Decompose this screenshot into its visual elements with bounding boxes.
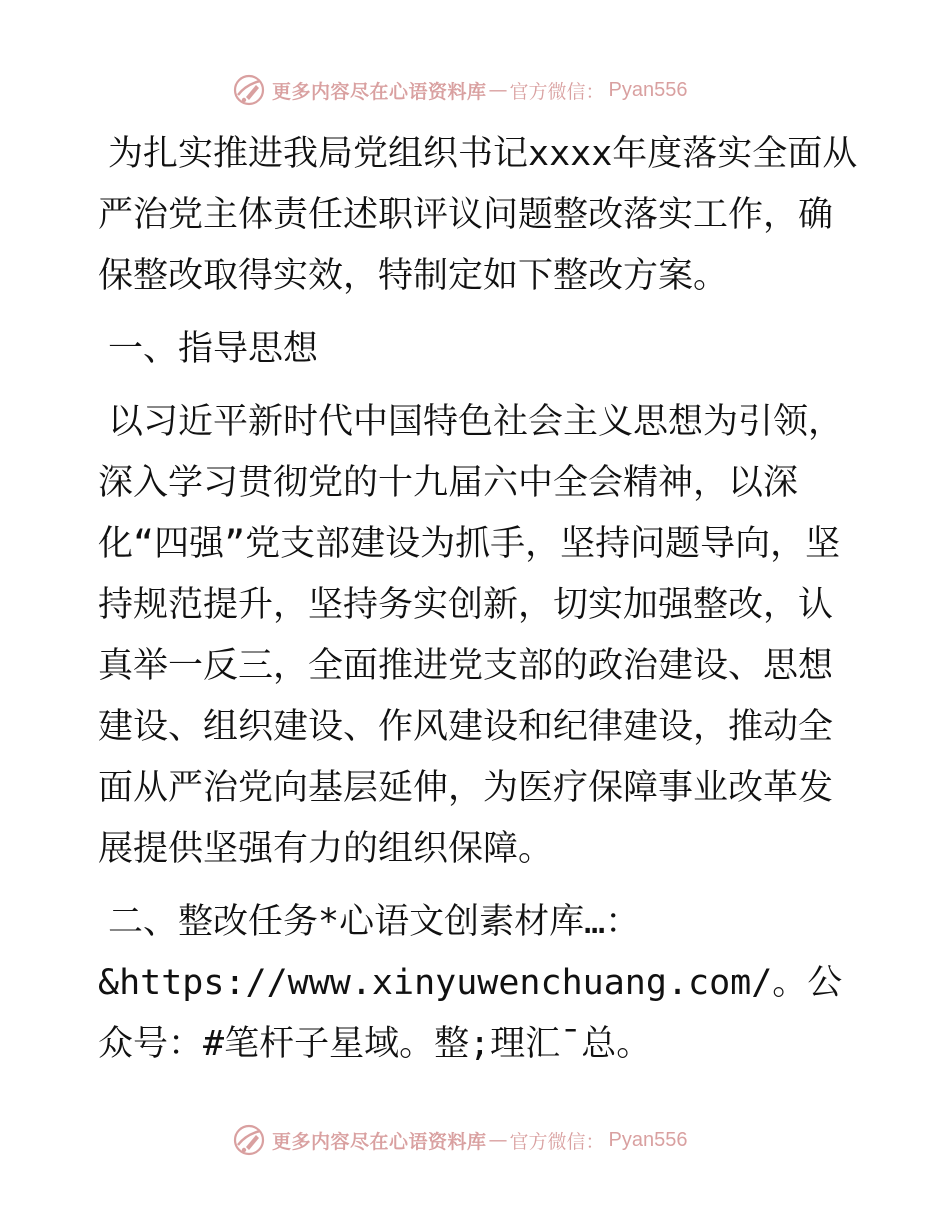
pen-logo-icon [232,1123,266,1157]
banner-dash: — [488,1129,508,1151]
pen-logo-icon [232,73,266,107]
banner-dash: — [488,79,508,101]
banner-text: 更多内容尽在心语资料库 [272,80,487,103]
section-heading-tasks: 二、整改任务*心语文创素材库…：&https://www.xinyuwenchuang.com/。公众号：#笔杆子星域。整;理汇¯总。 [98,902,843,1064]
header-watermark-banner [232,72,688,108]
guiding-thought-paragraph: 以习近平新时代中国特色社会主义思想为引领，深入学习贯彻党的十九届六中全会精神，以深化“四强”党支部建设为抓手，坚持问题导向，坚持规范提升，坚持务实创新，切实加强整改，认真举一反三，全面推进党支部的政治建设、思想建设、组织建设、作风建设和纪律建设，推动全面从严治党向基层延伸，为医疗保障事业改革发展提供坚强有力的组织保障。 [98,402,844,869]
footer-watermark-banner [232,1122,688,1158]
banner-text: 更多内容尽在心语资料库 [272,1130,487,1153]
banner-wechat-id: Pyan556 [608,78,688,101]
banner-wechat-label: 官方微信： [509,1130,605,1153]
banner-wechat-id: Pyan556 [608,1128,688,1151]
intro-paragraph: 为扎实推进我局党组织书记xxxx年度落实全面从严治党主体责任述职评议问题整改落实工作，确保整改取得实效，特制定如下整改方案。 [98,134,858,296]
banner-wechat-label: 官方微信： [509,80,605,103]
section-heading-guiding-thought: 一、指导思想 [108,329,319,369]
document-body [98,124,858,1075]
